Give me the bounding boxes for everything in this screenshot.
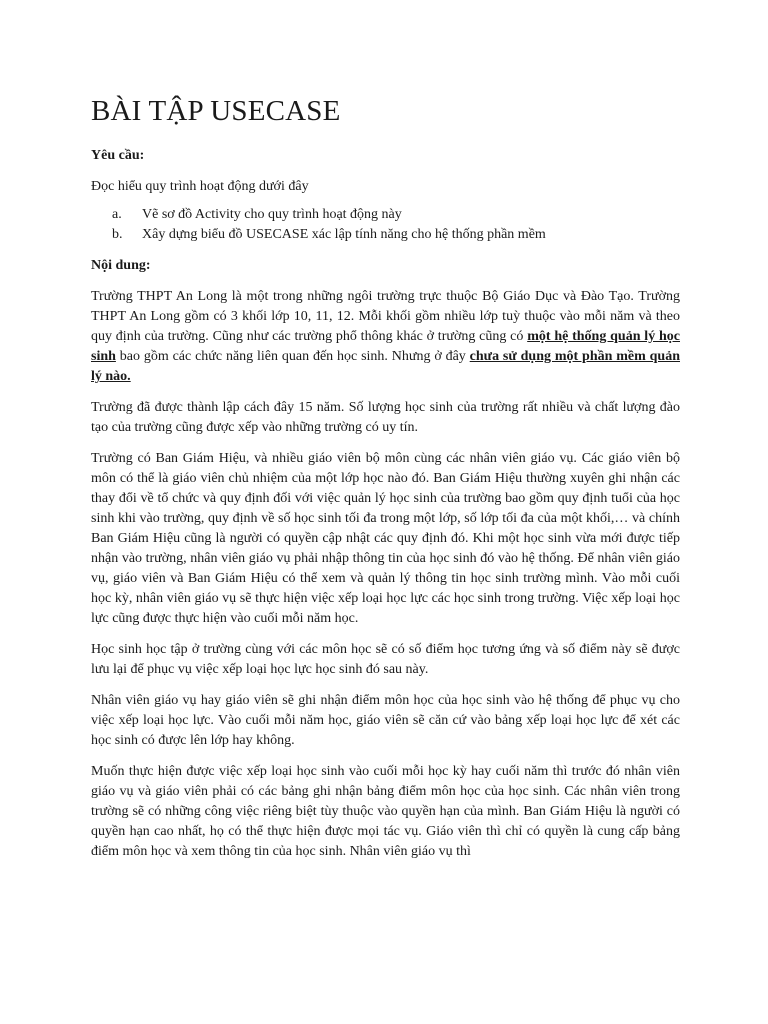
requirements-list — [91, 205, 680, 245]
paragraph-text: Trường THPT An Long là một trong những ngôi trường trực thuộc Bộ Giáo Dục và Đào Tạo. Trường THPT An Long gồm có 3 khối lớp 10, 11, 12. Mỗi khối gồm nhiều lớp tuỳ thuộc vào mỗi năm và theo quy định của trường. Cũng như các trường phổ thông khác ở trường cũng có — [91, 289, 680, 344]
requirements-intro: Đọc hiểu quy trình hoạt động dưới đây — [91, 179, 309, 194]
emphasized-phrase: chưa sử dụng một phần mềm quản lý nào. — [91, 349, 680, 384]
emphasized-phrase: một hệ thống quản lý học sinh — [91, 329, 680, 364]
list-marker: a. — [112, 207, 122, 222]
list-item — [91, 205, 680, 225]
list-item-text: Vẽ sơ đồ Activity cho quy trình hoạt động này — [142, 207, 402, 222]
list-item — [91, 225, 680, 245]
requirements-heading: Yêu cầu: — [91, 148, 145, 163]
document-title: BÀI TẬP USECASE — [91, 95, 341, 127]
paragraph-history: Trường đã được thành lập cách đây 15 năm. Số lượng học sinh của trường rất nhiều và chất lượng đào tạo của trường cũng được xếp vào những trường có uy tín. — [91, 400, 680, 435]
paragraph-grades: Học sinh học tập ở trường cùng với các môn học sẽ có số điểm học tương ứng và số điểm này sẽ được lưu lại để phục vụ việc xếp loại học lực học sinh đó sau này. — [91, 642, 680, 677]
list-item-text: Xây dựng biểu đồ USECASE xác lập tính năng cho hệ thống phần mềm — [142, 227, 546, 242]
paragraph-permissions: Muốn thực hiện được việc xếp loại học sinh vào cuối mỗi học kỳ hay cuối năm thì trước đó nhân viên giáo vụ và giáo viên phải có các bảng ghi nhận bảng điểm môn học của học sinh. Các nhân viên trong trường sẽ có những công việc riêng biệt tùy thuộc vào quyền hạn của mình. Ban Giám Hiệu là người có quyền hạn cao nhất, họ có thể thực hiện được mọi tác vụ. Giáo viên thì chỉ có quyền là cung cấp bảng điểm môn học và xem thông tin của học sinh. Nhân viên giáo vụ thì — [91, 764, 680, 859]
paragraph-text: bao gồm các chức năng liên quan đến học sinh. Nhưng ở đây — [115, 349, 470, 364]
list-marker: b. — [112, 227, 123, 242]
content-heading: Nội dung: — [91, 258, 151, 273]
paragraph-grading: Nhân viên giáo vụ hay giáo viên sẽ ghi nhận điểm môn học của học sinh vào hệ thống để phục vụ cho việc xếp loại học lực. Vào cuối mỗi năm học, giáo viên sẽ căn cứ vào bảng xếp loại học lực để xét các học sinh có được lên lớp hay không. — [91, 693, 680, 748]
paragraph-intro — [91, 287, 680, 387]
paragraph-staff: Trường có Ban Giám Hiệu, và nhiều giáo viên bộ môn cùng các nhân viên giáo vụ. Các giáo viên bộ môn có thể là giáo viên chủ nhiệm của một lớp học nào đó. Ban Giám Hiệu thường xuyên ghi nhận các thay đổi về tổ chức và quy định đối với việc quản lý học sinh của trường bao gồm quy định tuổi của học sinh khi vào trường, quy định về số học sinh tối đa trong một lớp, số lớp tối đa của một khối,… và chính Ban Giám Hiệu cũng là người có quyền cập nhật các quy định đó. Khi một học sinh vừa mới được tiếp nhận vào trường, nhân viên giáo vụ phải nhập thông tin của học sinh đó vào hệ thống. Để nhân viên giáo vụ, giáo viên và Ban Giám Hiệu có thể xem và quản lý thông tin học sinh trường mình. Vào mỗi cuối học kỳ, nhân viên giáo vụ sẽ thực hiện việc xếp loại học lực các học sinh trong trường. Việc xếp loại học lực cũng được thực hiện vào cuối mỗi năm học. — [91, 451, 680, 626]
